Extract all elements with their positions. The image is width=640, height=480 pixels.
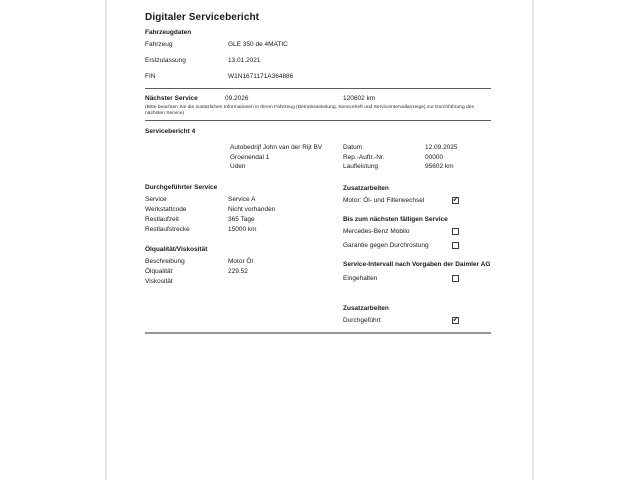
checkbox[interactable] bbox=[452, 275, 459, 282]
table-row bbox=[145, 195, 340, 205]
checkbox-item bbox=[343, 241, 459, 250]
check-icon: ✓ bbox=[452, 316, 459, 323]
performed-service-section bbox=[145, 184, 340, 235]
divider bbox=[145, 88, 491, 89]
field-label: Rep.-Auftr.-Nr. bbox=[343, 153, 385, 161]
table-row bbox=[145, 215, 340, 225]
next-service-mileage: 120602 km bbox=[343, 95, 376, 102]
section-header: Service-Intervall nach Vorgaben der Daimler AG bbox=[343, 261, 491, 268]
divider bbox=[145, 120, 491, 121]
next-service-date: 09.2026 bbox=[225, 95, 249, 102]
field-value: Service A bbox=[228, 196, 256, 203]
field-value: 95602 km bbox=[425, 163, 454, 171]
table-row bbox=[145, 53, 445, 69]
checkbox-label: Mercedes-Benz Mobilo bbox=[343, 228, 410, 235]
checkbox-item bbox=[343, 196, 459, 205]
checkbox-label: Motor: Öl- und Filterwechsel bbox=[343, 197, 425, 204]
table-row bbox=[145, 69, 445, 85]
checkbox-label: Eingehalten bbox=[343, 275, 378, 282]
page-title: Digitaler Servicebericht bbox=[145, 12, 260, 23]
table-row bbox=[343, 153, 491, 163]
checkbox-label: Durchgeführt bbox=[343, 317, 381, 324]
divider bbox=[145, 332, 491, 334]
dealer-address bbox=[230, 143, 345, 172]
oil-quality-header: Ölqualität/Viskosität bbox=[145, 246, 208, 253]
field-label: Restlaufstrecke bbox=[145, 226, 190, 233]
field-value: Motor Öl bbox=[228, 258, 253, 265]
field-label: Beschreibung bbox=[145, 258, 185, 265]
field-label: Werkstattcode bbox=[145, 206, 187, 213]
vehicle-data-table bbox=[145, 37, 445, 85]
oil-quality-section bbox=[145, 246, 340, 287]
field-value: 229.52 bbox=[228, 268, 248, 275]
field-label: Fahrzeug bbox=[145, 41, 173, 48]
next-service-note: (Bitte beachten Sie die zusätzlichen Informationen in Ihrem Fahrzeug (Betriebsanleitung, Serviceheft und Serviceintervallanzeige) zur Durchführung des nächsten Service) bbox=[145, 105, 474, 116]
next-service-row bbox=[145, 95, 491, 103]
table-row bbox=[343, 143, 491, 153]
checkbox-label: Garantie gegen Durchrostung bbox=[343, 242, 429, 249]
vehicle-data-header: Fahrzeugdaten bbox=[145, 29, 192, 36]
table-row bbox=[145, 267, 340, 277]
additional-work-section bbox=[343, 185, 491, 210]
checkbox[interactable] bbox=[452, 317, 459, 324]
additional-work-done-section bbox=[343, 305, 491, 330]
next-service-label: Nächster Service bbox=[145, 95, 198, 102]
table-row bbox=[145, 257, 340, 267]
field-value: W1N1671171A364886 bbox=[228, 73, 294, 80]
table-row bbox=[145, 205, 340, 215]
table-row bbox=[343, 162, 491, 172]
document-content bbox=[145, 0, 491, 480]
section-header: Bis zum nächsten fälligen Service bbox=[343, 216, 448, 223]
table-row bbox=[145, 37, 445, 53]
document-page bbox=[105, 0, 534, 480]
field-value: 13.01.2021 bbox=[228, 57, 261, 64]
table-row bbox=[145, 277, 340, 287]
checkbox-item bbox=[343, 227, 459, 236]
performed-service-header: Durchgeführter Service bbox=[145, 184, 218, 191]
report-meta bbox=[343, 143, 491, 172]
dealer-city: Uden bbox=[230, 163, 246, 171]
field-label: FIN bbox=[145, 73, 156, 80]
checkbox[interactable] bbox=[452, 228, 459, 235]
dealer-street: Groenendal 1 bbox=[230, 153, 270, 161]
field-label: Datum bbox=[343, 144, 363, 151]
field-label: Laufleistung bbox=[343, 163, 379, 171]
checkbox-item bbox=[343, 274, 459, 283]
field-label: Viskosität bbox=[145, 278, 173, 285]
field-value: 00000 bbox=[425, 153, 444, 161]
field-value: GLE 350 de 4MATIC bbox=[228, 41, 288, 48]
field-value: 15000 km bbox=[228, 226, 257, 233]
field-label: Ölqualität bbox=[145, 268, 173, 275]
until-next-service-section bbox=[343, 216, 491, 255]
checkbox-item bbox=[343, 316, 459, 325]
check-icon: ✓ bbox=[452, 196, 459, 203]
field-value: Nicht vorhanden bbox=[228, 206, 276, 213]
section-header: Zusatzarbeiten bbox=[343, 185, 389, 192]
checkbox[interactable] bbox=[452, 242, 459, 249]
checkbox[interactable] bbox=[452, 197, 459, 204]
table-row bbox=[145, 225, 340, 235]
field-label: Restlaufzeit bbox=[145, 216, 179, 223]
section-header: Zusatzarbeiten bbox=[343, 305, 389, 312]
field-label: Erstzulassung bbox=[145, 57, 186, 64]
field-value: 12.09.2025 bbox=[425, 144, 458, 151]
field-value: 365 Tage bbox=[228, 216, 255, 223]
service-interval-section bbox=[343, 261, 491, 288]
field-label: Service bbox=[145, 196, 167, 203]
service-report-header: Servicebericht 4 bbox=[145, 128, 196, 135]
dealer-name: Autobedrijf John van der Rijt BV bbox=[230, 144, 323, 151]
